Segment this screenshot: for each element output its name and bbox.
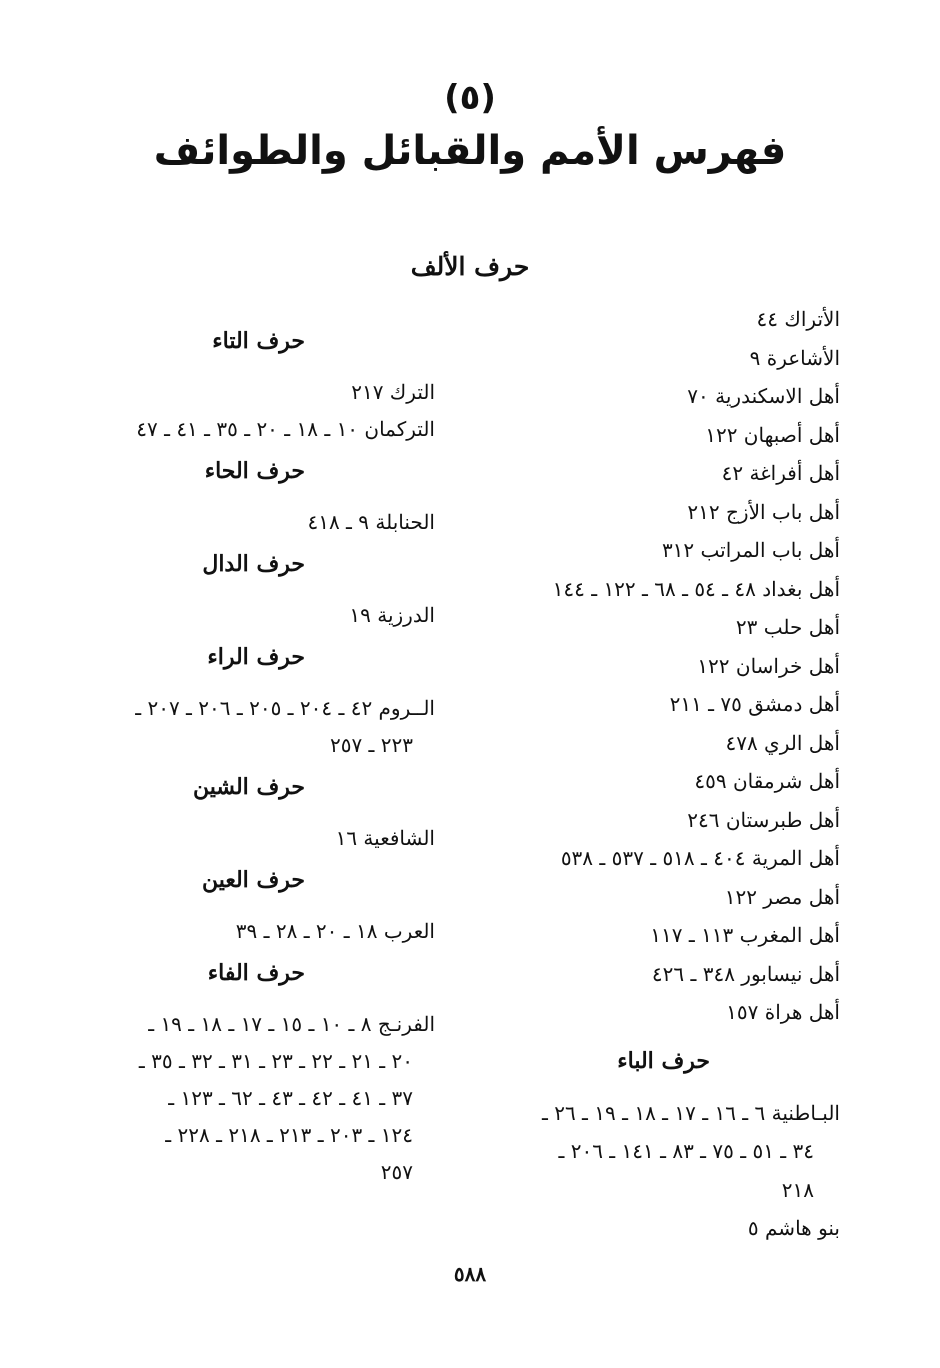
left-column xyxy=(75,322,435,1191)
section-heading-ha: حرف الحاء xyxy=(204,458,305,484)
index-entry: أهل باب المراتب ٣١٢ xyxy=(661,538,840,562)
index-entry: أهل الاسكندرية ٧٠ xyxy=(687,384,840,408)
index-entry: أهل المغرب ١١٣ ـ ١١٧ xyxy=(650,923,840,947)
index-entry-continuation: ٢٠ ـ ٢١ ـ ٢٢ ـ ٢٣ ـ ٣١ ـ ٣٢ ـ ٣٥ ـ xyxy=(138,1049,413,1073)
index-entry: أهل أفراغة ٤٢ xyxy=(721,461,840,485)
index-entry: الأتراك ٤٤ xyxy=(756,307,840,331)
index-entry: أهل هراة ١٥٧ xyxy=(726,1000,840,1024)
index-entry: أهل المرية ٤٠٤ ـ ٥١٨ ـ ٥٣٧ ـ ٥٣٨ xyxy=(560,846,840,870)
index-entry: أهل نيسابور ٣٤٨ ـ ٤٢٦ xyxy=(651,961,840,986)
section-heading-fa: حرف الفاء xyxy=(207,960,305,986)
index-entry: التركمان ١٠ ـ ١٨ ـ ٢٠ ـ ٣٥ ـ ٤١ ـ ٤٧ xyxy=(136,417,435,441)
index-entry: الحنابلة ٩ ـ ٤١٨ xyxy=(307,510,435,534)
section-heading-ayn: حرف العين xyxy=(201,867,305,893)
index-entry-continuation: ٣٤ ـ ٥١ ـ ٧٥ ـ ٨٣ ـ ١٤١ ـ ٢٠٦ ـ xyxy=(558,1139,814,1163)
index-entry-continuation: ٢١٨ xyxy=(781,1177,814,1202)
index-entry: أهل الري ٤٧٨ xyxy=(725,730,840,755)
index-entry: أهل حلب ٢٣ xyxy=(735,615,840,639)
index-entry: الدرزية ١٩ xyxy=(349,603,435,627)
index-entry: الأشاعرة ٩ xyxy=(749,345,840,370)
index-entry: الــروم ٤٢ ـ ٢٠٤ ـ ٢٠٥ ـ ٢٠٦ ـ ٢٠٧ ـ xyxy=(135,696,435,720)
section-heading-alif: حرف الألف xyxy=(410,252,530,281)
index-entry: أهل أصبهان ١٢٢ xyxy=(705,422,840,447)
chapter-number: (٥) xyxy=(444,78,496,118)
index-entry: أهل خراسان ١٢٢ xyxy=(697,653,840,678)
index-entry-continuation: ٢٢٣ ـ ٢٥٧ xyxy=(329,733,413,757)
index-entry: أهل طبرستان ٢٤٦ xyxy=(687,807,840,832)
section-heading-ta: حرف التاء xyxy=(212,328,305,354)
index-entry-continuation: ١٢٤ ـ ٢٠٣ ـ ٢١٣ ـ ٢١٨ ـ ٢٢٨ ـ xyxy=(165,1123,413,1147)
page-number: ٥٨٨ xyxy=(453,1262,487,1286)
index-entry: أهل دمشق ٧٥ ـ ٢١١ xyxy=(669,692,840,716)
index-entry: الترك ٢١٧ xyxy=(351,380,435,404)
section-heading-ba: حرف الباء xyxy=(617,1047,710,1074)
index-entry: الشافعية ١٦ xyxy=(335,826,435,850)
section-heading-dal: حرف الدال xyxy=(202,551,305,577)
section-heading-shin: حرف الشين xyxy=(192,774,305,800)
page-title: فهرس الأمم والقبائل والطوائف xyxy=(153,128,787,174)
section-heading-ra: حرف الراء xyxy=(207,644,305,670)
index-entry-continuation: ٢٥٧ xyxy=(380,1160,413,1184)
right-column xyxy=(420,300,840,1248)
index-entry: أهل بغداد ٤٨ ـ ٥٤ ـ ٦٨ ـ ١٢٢ ـ ١٤٤ xyxy=(552,576,840,601)
index-entry: أهل شرمقان ٤٥٩ xyxy=(694,769,840,793)
index-entry: الفرنـج ٨ ـ ١٠ ـ ١٥ ـ ١٧ ـ ١٨ ـ ١٩ ـ xyxy=(148,1012,435,1036)
index-entry-continuation: ٣٧ ـ ٤١ ـ ٤٢ ـ ٤٣ ـ ٦٢ ـ ١٢٣ ـ xyxy=(168,1086,413,1110)
index-entry: البـاطنية ٦ ـ ١٦ ـ ١٧ ـ ١٨ ـ ١٩ ـ ٢٦ ـ xyxy=(542,1100,840,1125)
index-entry: بنو هاشم ٥ xyxy=(747,1216,840,1240)
index-entry: أهل مصر ١٢٢ xyxy=(724,884,840,909)
index-entry: أهل باب الأزج ٢١٢ xyxy=(687,499,840,524)
index-entry: العرب ١٨ ـ ٢٠ ـ ٢٨ ـ ٣٩ xyxy=(235,919,435,943)
